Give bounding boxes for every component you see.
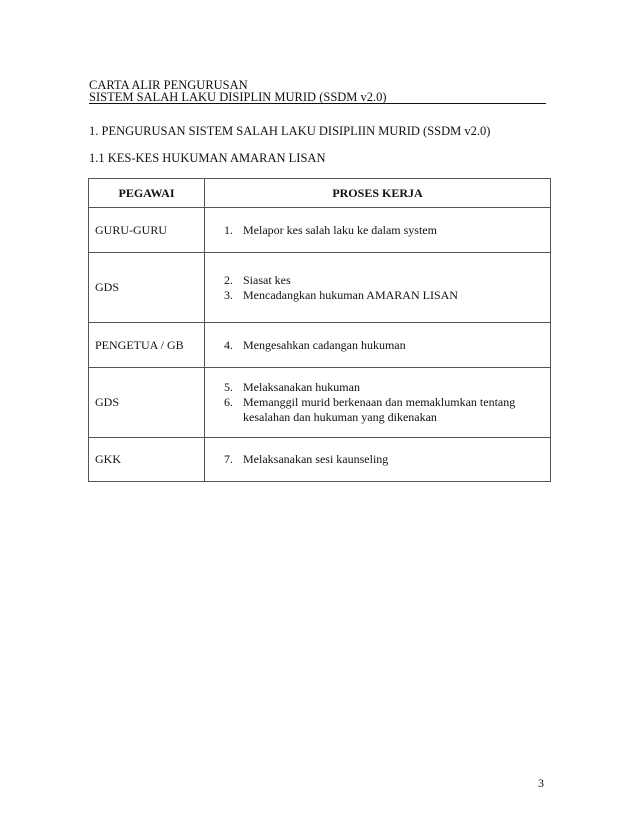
- officer-cell: PENGETUA / GB: [89, 323, 205, 368]
- step-text: Memanggil murid berkenaan dan memaklumkan tentang kesalahan dan hukuman yang dikenakan: [243, 395, 516, 424]
- process-cell: [205, 368, 551, 438]
- officer-cell: GURU-GURU: [89, 208, 205, 253]
- step-number: 6.: [224, 395, 233, 409]
- header-subtitle: SISTEM SALAH LAKU DISIPLIN MURID (SSDM v2.0): [89, 90, 387, 104]
- page-number: 3: [538, 776, 544, 790]
- step-number: 7.: [224, 452, 233, 466]
- process-step: [224, 273, 544, 288]
- step-number: 2.: [224, 272, 233, 287]
- step-text: Melaksanakan sesi kaunseling: [243, 452, 389, 466]
- section-heading: 1. PENGURUSAN SISTEM SALAH LAKU DISIPLIIN MURID (SSDM v2.0): [89, 124, 491, 138]
- officer-cell: GKK: [89, 438, 205, 482]
- process-step: [224, 395, 544, 425]
- subsection-heading: 1.1 KES-KES HUKUMAN AMARAN LISAN: [89, 151, 326, 165]
- table-header-row: [89, 179, 551, 208]
- table-row: [89, 323, 551, 368]
- table-row: [89, 438, 551, 482]
- step-number: 4.: [224, 337, 233, 352]
- table-row: [89, 253, 551, 323]
- process-step: [224, 380, 544, 395]
- table-row: [89, 208, 551, 253]
- process-cell: [205, 253, 551, 323]
- workflow-table: [88, 178, 551, 482]
- step-number: 3.: [224, 287, 233, 302]
- step-text: Mengesahkan cadangan hukuman: [243, 337, 406, 352]
- header-divider: [89, 103, 546, 104]
- step-number: 1.: [224, 222, 233, 237]
- table-row: [89, 368, 551, 438]
- step-text: Mencadangkan hukuman AMARAN LISAN: [243, 287, 458, 302]
- process-cell: [205, 438, 551, 482]
- column-header-pegawai: PEGAWAI: [89, 179, 205, 208]
- process-step: [224, 338, 544, 353]
- process-cell: [205, 323, 551, 368]
- step-text: Siasat kes: [243, 272, 291, 287]
- process-step: [224, 223, 544, 238]
- step-text: Melapor kes salah laku ke dalam system: [243, 222, 437, 237]
- step-number: 5.: [224, 380, 233, 394]
- column-header-proses-kerja: PROSES KERJA: [205, 179, 551, 208]
- step-text: Melaksanakan hukuman: [243, 380, 360, 394]
- process-cell: [205, 208, 551, 253]
- officer-cell: GDS: [89, 368, 205, 438]
- process-step: [224, 288, 544, 303]
- officer-cell: GDS: [89, 253, 205, 323]
- header-title: CARTA ALIR PENGURUSAN: [89, 78, 248, 92]
- process-step: [224, 452, 544, 467]
